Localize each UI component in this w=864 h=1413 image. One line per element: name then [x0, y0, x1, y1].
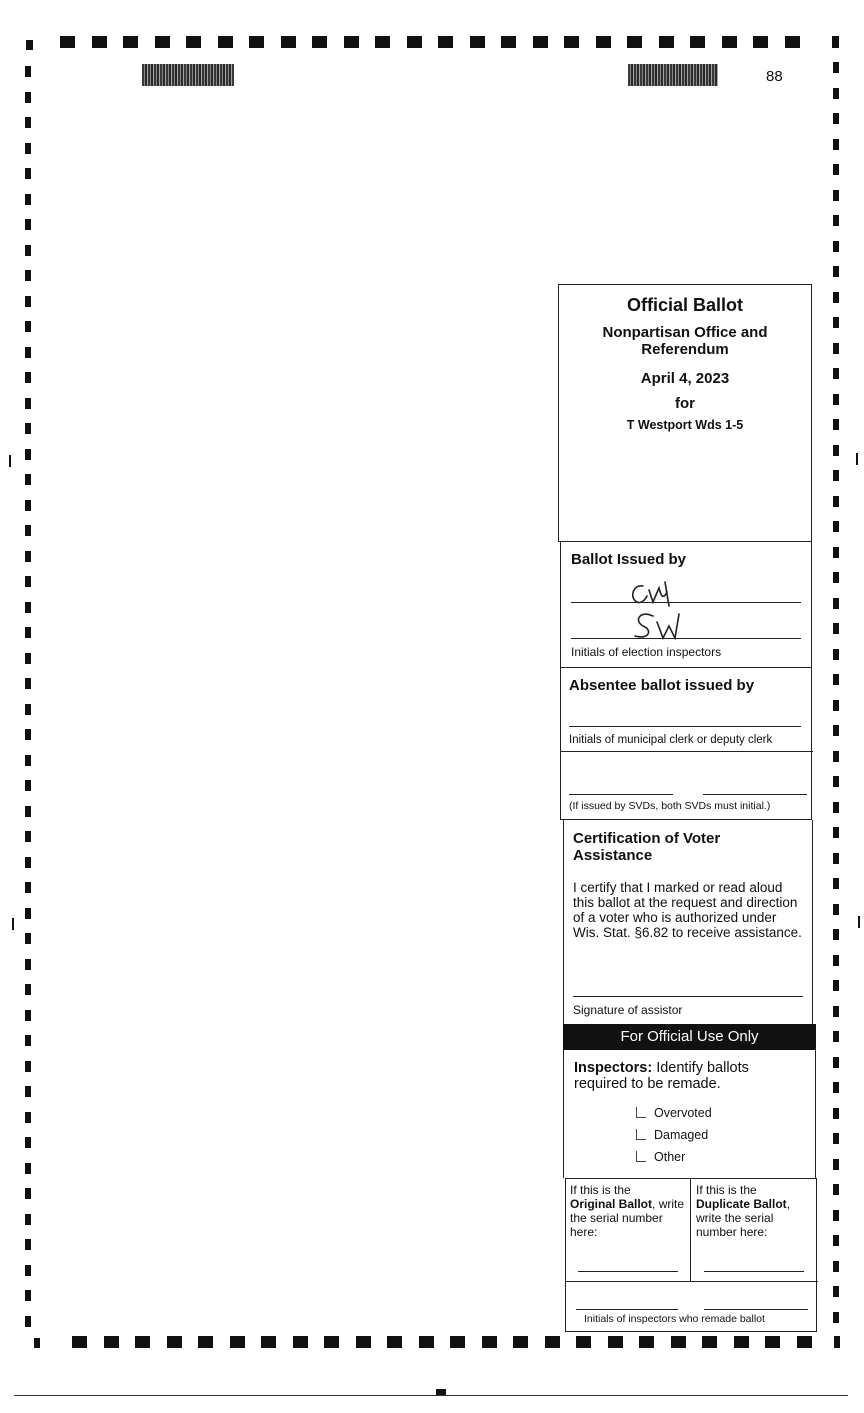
duplicate-prefix: If this is the — [696, 1183, 757, 1197]
timing-mark-bottom — [513, 1336, 528, 1348]
timing-mark-top — [123, 36, 138, 48]
timing-mark-top — [186, 36, 201, 48]
timing-mark-right — [833, 292, 839, 303]
certification-box — [563, 820, 813, 1024]
timing-mark-left — [25, 92, 31, 103]
timing-mark-right — [833, 368, 839, 379]
timing-mark-bottom — [545, 1336, 560, 1348]
timing-mark-right — [833, 266, 839, 277]
remade-initial-line-1 — [576, 1309, 678, 1310]
timing-mark-right — [833, 521, 839, 532]
timing-mark-left — [25, 1214, 31, 1225]
timing-mark-left — [25, 1239, 31, 1250]
absentee-title: Absentee ballot issued by — [569, 677, 755, 694]
timing-mark-right — [833, 1184, 839, 1195]
timing-mark-left — [25, 627, 31, 638]
timing-mark-right — [833, 394, 839, 405]
timing-mark-corner — [834, 1336, 840, 1348]
absentee-divider — [561, 751, 813, 752]
timing-mark-left — [25, 423, 31, 434]
timing-mark-left — [25, 347, 31, 358]
timing-mark-bottom — [104, 1336, 119, 1348]
timing-mark-top — [344, 36, 359, 48]
timing-mark-right — [833, 776, 839, 787]
timing-mark-bottom — [72, 1336, 87, 1348]
timing-mark-left — [25, 1290, 31, 1301]
timing-mark-right — [833, 343, 839, 354]
timing-mark-bottom — [797, 1336, 812, 1348]
timing-mark-right — [833, 113, 839, 124]
timing-mark-right — [833, 139, 839, 150]
timing-mark-top — [312, 36, 327, 48]
timing-mark-left — [25, 270, 31, 281]
timing-mark-left — [25, 806, 31, 817]
timing-mark-right — [833, 1031, 839, 1042]
ballot-jurisdiction: T Westport Wds 1-5 — [626, 418, 744, 432]
timing-mark-left — [25, 474, 31, 485]
timing-mark-left — [25, 1086, 31, 1097]
ballot-issued-title: Ballot Issued by — [571, 551, 687, 568]
timing-mark-left — [25, 143, 31, 154]
timing-mark-left — [25, 194, 31, 205]
timing-mark-left — [25, 984, 31, 995]
timing-mark-left — [25, 1316, 31, 1327]
redacted-code-right — [628, 64, 718, 86]
timing-mark-right — [833, 1133, 839, 1144]
timing-mark-bottom — [261, 1336, 276, 1348]
timing-mark-top — [438, 36, 453, 48]
timing-mark-right — [833, 980, 839, 991]
timing-mark-left — [25, 755, 31, 766]
timing-mark-top — [690, 36, 705, 48]
timing-mark-bottom — [387, 1336, 402, 1348]
timing-mark-top — [155, 36, 170, 48]
remake-option-overvoted[interactable] — [636, 1106, 712, 1120]
timing-mark-bottom — [293, 1336, 308, 1348]
timing-mark-left — [25, 525, 31, 536]
timing-mark-right — [833, 904, 839, 915]
timing-mark-right — [833, 1082, 839, 1093]
timing-mark-right — [833, 419, 839, 430]
timing-mark-left — [25, 831, 31, 842]
clerk-initial-line — [569, 726, 801, 727]
absentee-box — [560, 668, 812, 820]
timing-mark-corner — [832, 36, 839, 48]
serial-divider — [566, 1281, 818, 1282]
timing-mark-right — [833, 802, 839, 813]
timing-mark-right — [833, 674, 839, 685]
svd-caption: (If issued by SVDs, both SVDs must initial.) — [569, 800, 771, 812]
timing-mark-top — [407, 36, 422, 48]
timing-mark-left — [25, 653, 31, 664]
timing-mark-bottom — [419, 1336, 434, 1348]
absentee-caption: Initials of municipal clerk or deputy clerk — [569, 734, 773, 746]
timing-mark-left — [25, 372, 31, 383]
inspectors-box — [563, 1050, 816, 1178]
timing-mark-left — [25, 117, 31, 128]
duplicate-serial-line — [704, 1271, 804, 1272]
timing-mark-top — [470, 36, 485, 48]
timing-mark-left — [25, 1061, 31, 1072]
timing-mark-left — [25, 1010, 31, 1021]
timing-mark-right — [833, 955, 839, 966]
timing-mark-right — [833, 1261, 839, 1272]
timing-mark-bottom — [482, 1336, 497, 1348]
timing-mark-left — [25, 933, 31, 944]
timing-mark-top — [533, 36, 548, 48]
timing-mark-right — [833, 929, 839, 940]
timing-mark-top — [564, 36, 579, 48]
timing-mark-bottom — [230, 1336, 245, 1348]
timing-mark-top — [753, 36, 768, 48]
timing-mark-left — [25, 959, 31, 970]
original-prefix: If this is the — [570, 1183, 631, 1197]
timing-mark-top — [92, 36, 107, 48]
timing-mark-bottom — [734, 1336, 749, 1348]
timing-mark-bottom — [167, 1336, 182, 1348]
edge-mark — [9, 455, 11, 467]
remade-initial-line-2 — [704, 1309, 808, 1310]
timing-mark-top — [218, 36, 233, 48]
timing-mark-right — [833, 317, 839, 328]
timing-mark-top — [375, 36, 390, 48]
timing-mark-bottom — [356, 1336, 371, 1348]
timing-mark-right — [833, 598, 839, 609]
timing-mark-left — [25, 500, 31, 511]
overvoted-label: Overvoted — [654, 1106, 712, 1120]
timing-mark-left — [25, 551, 31, 562]
timing-mark-top — [60, 36, 75, 48]
timing-mark-left — [25, 168, 31, 179]
timing-mark-left — [25, 729, 31, 740]
timing-mark-left — [25, 398, 31, 409]
timing-mark-right — [833, 623, 839, 634]
timing-mark-left — [25, 66, 31, 77]
inspector-signature-2 — [623, 608, 693, 644]
timing-mark-right — [833, 62, 839, 73]
timing-mark-left — [25, 449, 31, 460]
official-use-banner: For Official Use Only — [563, 1024, 816, 1050]
timing-mark-right — [833, 164, 839, 175]
timing-mark-left — [25, 780, 31, 791]
timing-mark-right — [833, 190, 839, 201]
svd-initial-line-1 — [569, 794, 673, 795]
timing-mark-top — [722, 36, 737, 48]
timing-mark-right — [833, 215, 839, 226]
timing-mark-left — [25, 1265, 31, 1276]
edge-mark — [12, 918, 14, 930]
overvoted-checkbox[interactable] — [636, 1107, 646, 1118]
timing-mark-right — [833, 1057, 839, 1068]
timing-mark-left — [25, 321, 31, 332]
remade-caption: Initials of inspectors who remade ballot — [584, 1313, 765, 1325]
other-checkbox[interactable] — [636, 1151, 646, 1162]
timing-mark-right — [833, 572, 839, 583]
serial-column-divider — [690, 1179, 691, 1281]
timing-mark-right — [833, 751, 839, 762]
ballot-header-box — [558, 284, 812, 542]
timing-mark-right — [833, 1159, 839, 1170]
timing-mark-top — [501, 36, 516, 48]
timing-mark-bottom — [324, 1336, 339, 1348]
timing-mark-right — [833, 88, 839, 99]
assistor-signature-caption: Signature of assistor — [573, 1003, 683, 1017]
timing-mark-left — [25, 857, 31, 868]
timing-mark-bottom — [765, 1336, 780, 1348]
timing-mark-bottom — [702, 1336, 717, 1348]
timing-mark-top — [627, 36, 642, 48]
inspector-signature-1 — [621, 578, 691, 608]
ballot-for-label: for — [675, 395, 695, 412]
timing-mark-corner — [26, 40, 33, 50]
inspectors-label: Inspectors: — [574, 1060, 653, 1076]
timing-mark-left — [25, 245, 31, 256]
certification-body: I certify that I marked or read aloud this ballot at the request and direction of a voter who is authorized under Wis. Stat. §6.82 to receive assistance. — [573, 880, 802, 940]
timing-mark-top — [281, 36, 296, 48]
timing-mark-corner — [34, 1338, 40, 1348]
duplicate-suffix: write the serial number here: — [696, 1211, 774, 1239]
certification-title: Certification of Voter Assistance — [573, 830, 721, 864]
timing-mark-right — [833, 1210, 839, 1221]
timing-mark-left — [25, 1137, 31, 1148]
timing-mark-top — [596, 36, 611, 48]
timing-mark-left — [25, 296, 31, 307]
edge-mark — [856, 453, 858, 465]
timing-mark-right — [833, 1235, 839, 1246]
ballot-title: Official Ballot — [626, 295, 743, 315]
edge-mark — [858, 916, 860, 928]
redacted-code-left — [142, 64, 234, 86]
timing-mark-bottom — [135, 1336, 150, 1348]
bottom-rule — [14, 1395, 848, 1396]
assistor-signature-line — [573, 996, 803, 997]
timing-mark-left — [25, 1112, 31, 1123]
timing-mark-bottom — [576, 1336, 591, 1348]
timing-mark-right — [833, 649, 839, 660]
timing-mark-left — [25, 882, 31, 893]
timing-mark-bottom — [450, 1336, 465, 1348]
ballot-subtitle: Nonpartisan Office and Referendum — [602, 324, 768, 358]
timing-mark-right — [833, 827, 839, 838]
timing-mark-bottom — [639, 1336, 654, 1348]
timing-mark-right — [833, 1312, 839, 1323]
ballot-issued-box — [560, 541, 812, 668]
timing-mark-left — [25, 1163, 31, 1174]
timing-mark-top — [659, 36, 674, 48]
timing-mark-left — [25, 602, 31, 613]
timing-mark-bottom — [671, 1336, 686, 1348]
timing-mark-right — [833, 700, 839, 711]
remake-option-other[interactable] — [636, 1150, 685, 1164]
remake-option-damaged[interactable] — [636, 1128, 708, 1142]
timing-mark-bottom — [608, 1336, 623, 1348]
timing-mark-left — [25, 678, 31, 689]
timing-mark-right — [833, 547, 839, 558]
duplicate-bold: Duplicate Ballot — [696, 1197, 787, 1211]
timing-mark-bottom — [198, 1336, 213, 1348]
svd-initial-line-2 — [703, 794, 807, 795]
ballot-date: April 4, 2023 — [640, 370, 730, 387]
ballot-issued-caption: Initials of election inspectors — [571, 645, 722, 659]
serial-box — [565, 1178, 817, 1332]
damaged-label: Damaged — [654, 1128, 709, 1142]
inspectors-instructions — [574, 1060, 799, 1092]
page-number: 88 — [766, 68, 783, 85]
timing-mark-top — [785, 36, 800, 48]
original-ballot-instructions: If this is the Original Ballot, write the serial number here: — [570, 1183, 685, 1239]
timing-mark-right — [833, 445, 839, 456]
timing-mark-left — [25, 908, 31, 919]
timing-mark-left — [25, 704, 31, 715]
timing-mark-top — [249, 36, 264, 48]
timing-mark-right — [833, 241, 839, 252]
timing-mark-right — [833, 878, 839, 889]
timing-mark-left — [25, 1035, 31, 1046]
timing-mark-right — [833, 1108, 839, 1119]
timing-mark-right — [833, 853, 839, 864]
timing-mark-right — [833, 1006, 839, 1017]
inspectors-text: Identify ballots required to be remade. — [574, 1060, 749, 1092]
bottom-center-mark — [436, 1389, 446, 1395]
timing-mark-right — [833, 496, 839, 507]
timing-mark-right — [833, 1286, 839, 1297]
damaged-checkbox[interactable] — [636, 1129, 646, 1140]
timing-mark-left — [25, 576, 31, 587]
duplicate-ballot-instructions: If this is the Duplicate Ballot, write the serial number here: — [696, 1183, 791, 1239]
original-bold: Original Ballot — [570, 1197, 653, 1211]
timing-mark-left — [25, 1188, 31, 1199]
original-suffix: write the serial number here: — [570, 1197, 685, 1239]
timing-mark-right — [833, 725, 839, 736]
timing-mark-right — [833, 470, 839, 481]
timing-mark-left — [25, 219, 31, 230]
other-label: Other — [654, 1150, 686, 1164]
original-serial-line — [578, 1271, 678, 1272]
